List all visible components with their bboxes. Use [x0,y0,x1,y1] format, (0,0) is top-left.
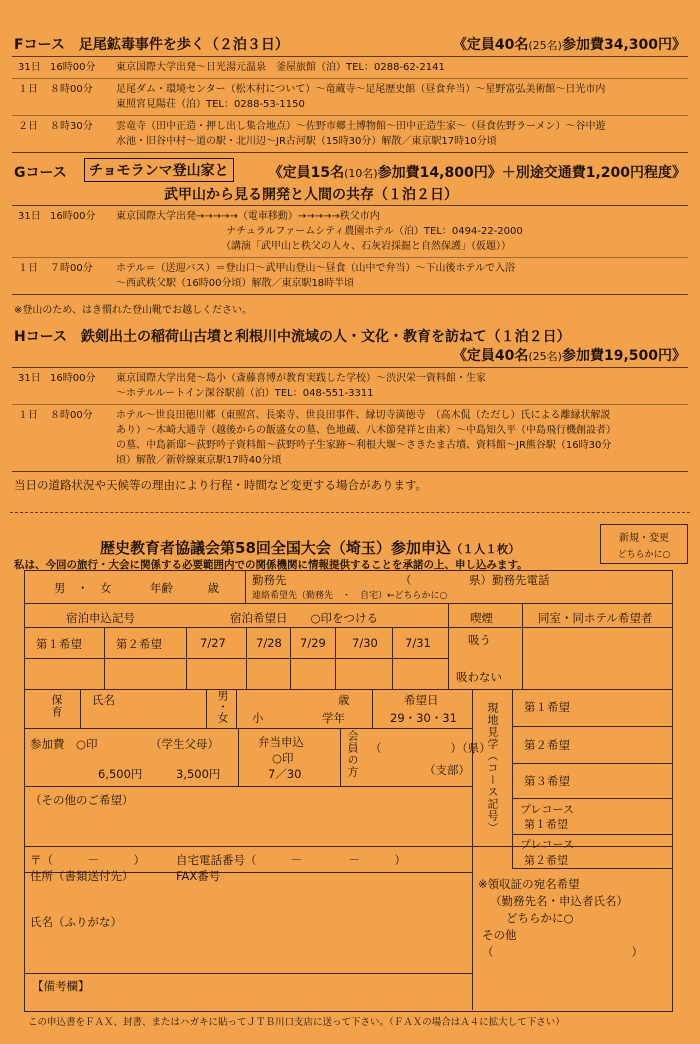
line [24,689,672,690]
child-school[interactable]: 小 [252,711,264,725]
childcare-label: 保育 [50,694,63,718]
date-option[interactable]: 7/27 [200,636,226,650]
fee-min: (25名) [528,39,562,52]
date-option[interactable]: 7/29 [300,636,326,650]
schedule-row [12,79,688,116]
home-phone-field[interactable]: 自宅電話番号（ － － ） [176,853,406,867]
sex-field[interactable]: 男 ・ 女 [54,581,112,595]
line [340,728,341,786]
line [512,846,513,868]
course-g-schedule [12,205,688,295]
bento-date[interactable]: 7／30 [268,767,302,781]
child-grade[interactable]: 学年 [322,711,345,725]
line [472,846,473,1010]
line [522,603,523,689]
precourse-choice-1[interactable]: 第１希望 [524,818,568,831]
line [236,689,237,728]
schedule-day: １日 [18,84,38,95]
receipt-hint: どちらかに○ [506,911,574,925]
line [512,868,672,869]
consent-text: 私は、今回の旅行・大会に関係する必要範囲内での関係機関に情報提供することを承諾の上、申し込みます。 [14,559,528,571]
child-name-field[interactable]: 氏名 [92,693,115,707]
line [104,627,105,689]
member-label: 会員の方 [346,730,359,778]
schedule-text: 足尾ダム・環境センター（松木村について）～竜蔵寺～足尾歴史館（昼食弁当）～星野富弘美術館～日光市内 東照宮見陽荘（泊）TEL：0288-53-1150 [116,84,606,110]
schedule-time: ７時00分 [50,263,93,274]
line [24,603,672,604]
smoking-header: 喫煙 [470,611,493,625]
schedule-day: ２日 [18,121,38,132]
line [512,689,513,846]
precourse-2-label: プレコース [520,838,575,851]
schedule-change-note: 当日の道路状況や天候等の理由により行程・時間など変更する場合があります。 [14,478,428,492]
schedule-text: 雲竜寺（田中正造・押し出し集合地点）～佐野市郷土博物館～田中正造生家～（昼食佐野ラーメン）～谷中遊 水池・旧谷中村～道の駅・北川辺～JR古河駅（15時30分）解散／東京駅17時10分頃 [116,121,606,147]
schedule-text: ホテル＝（送迎バス）＝登山口～武甲山登山～昼食（山中で弁当）～下山後ホテルで入浴 ～西武秩父駅（16時00分頃）解散／東京駅18時半頃 [116,263,515,289]
course-g-fee [269,162,686,182]
other-requests-field[interactable]: （その他のご希望） [30,793,134,807]
fee-min: (10名) [344,167,378,180]
line [335,627,336,689]
course-h-title: Hコース 鉄剣出土の稲荷山古墳と利根川中流域の人・文化・教育を訪ねて（１泊２日） [14,329,571,345]
schedule-day: 31日 [18,62,41,73]
fee-label: 参加費 ○印 [30,737,98,751]
schedule-text: 東京国際大学出発～日光湯元温泉 釜屋旅館（泊）TEL：0288-62-2141 [116,62,445,73]
receipt-title: ※領収証の宛名希望 [478,877,580,891]
receipt-other-label: その他 [482,928,517,942]
fee-capacity: 《定員15名 [268,165,345,181]
bento-label: 弁当申込 [258,735,304,749]
receipt-other-field[interactable]: （ ） [482,945,643,959]
line [80,689,81,728]
schedule-day: １日 [18,263,38,274]
fee-student-option[interactable]: 3,500円 [176,767,221,781]
contact-preference[interactable]: 連絡希望先（勤務先 ・ 自宅）←どちらかに○ [252,591,448,601]
member-branch-field[interactable]: （支部） [424,763,470,777]
date-option[interactable]: 7/30 [352,636,378,650]
precourse-1-label: プレコース [520,803,575,816]
line [206,689,207,728]
fieldtrip-choice-1[interactable]: 第１希望 [524,700,570,714]
line [245,570,246,603]
smoke-no-option[interactable]: 吸わない [456,670,502,684]
course-g-title: 武甲山から見る開発と人間の共存（１泊２日） [164,187,458,203]
name-furigana-field[interactable]: 氏名（ふりがな） [30,915,122,929]
course-g-title-box: チョモランマ登山家と [84,158,234,182]
line [472,689,473,846]
schedule-time: ８時00分 [50,84,93,95]
course-f-fee [453,34,686,54]
fax-field[interactable]: FAX番号 [176,869,221,883]
form-title [100,537,520,558]
new-change-box[interactable] [600,524,688,564]
precourse-choice-2[interactable]: 第２希望 [524,854,568,867]
schedule-time: 16時00分 [50,373,96,384]
course-g-note: ※登山のため、はき慣れた登山靴でお越しください。 [14,305,252,316]
desired-days-options[interactable]: 29・30・31 [390,711,457,725]
date-option[interactable]: 7/31 [405,636,431,650]
fee-capacity: 《定員40名 [452,37,529,53]
bento-mark[interactable]: ○印 [272,751,294,765]
member-prefecture-field[interactable]: （ ）（県） [370,741,491,755]
lodging-choice-2[interactable]: 第２希望 [116,637,162,651]
form-title-sub: （１人１枚） [450,542,520,556]
line [512,798,672,799]
age-field[interactable]: 年齢 歳 [150,581,219,595]
workplace-field[interactable]: 勤務先 [252,573,287,587]
new-change-label: 新規・変更 [619,533,669,544]
line [24,627,672,628]
lodging-code-header: 宿泊申込記号 [66,611,135,625]
child-sex-field[interactable]: 男・女 [216,690,229,723]
line [246,627,247,689]
desired-days-label: 希望日 [404,693,439,707]
roommate-header: 同室・同ホテル希望者 [538,611,653,625]
form-title-main: 歴史教育者協議会第58回全国大会（埼玉）参加申込 [100,539,451,557]
line [512,726,672,727]
schedule-text: 東京国際大学出発→→→→→（電車移動）→→→→→秩父市内 ナチュラルファームシティ農園ホテル（泊）TEL：0494-22-2000 （講演「武甲山と秩父の人々、石灰岩採掘と自然保護」（仮題）） [116,211,523,252]
smoke-yes-option[interactable]: 吸う [468,633,491,647]
schedule-row [12,57,688,79]
line [372,689,373,728]
workplace-phone-field[interactable]: （ 県）勤務先電話 [400,573,550,587]
schedule-time: 16時00分 [50,62,96,73]
schedule-time: 16時00分 [50,211,96,222]
schedule-row [12,116,688,152]
line [24,973,472,974]
child-age-field[interactable]: 歳 [338,693,350,707]
schedule-row [12,405,688,471]
line [24,846,672,847]
new-change-hint: どちらかに○ [617,550,671,560]
lodging-dates-header: 宿泊希望日 ○印をつける [230,611,379,625]
course-f-schedule [12,56,688,153]
course-h-fee [453,345,686,365]
form-footer: この申込書をＦＡＸ、封書、またはハガキに貼ってＪＴＢ川口支店に送って下さい。（ＦＡＸの場合はＡ４に拡大して下さい） [28,1017,565,1028]
fieldtrip-choice-2[interactable]: 第２希望 [524,738,570,752]
line [24,728,472,729]
line [186,627,187,689]
schedule-day: 31日 [18,211,41,222]
schedule-row [12,206,688,258]
fee-price: 参加費19,500円》 [561,348,686,364]
schedule-row [12,258,688,294]
line [448,603,449,689]
schedule-day: １日 [18,410,38,421]
line [392,627,393,689]
fee-price: 参加費34,300円》 [561,37,686,53]
postal-code-field[interactable]: 〒（ － ） [30,853,145,867]
lodging-choice-1[interactable]: 第１希望 [36,637,82,651]
schedule-text: 東京国際大学出発～島小（斎藤喜博が教育実践した学校）～渋沢栄一資料館・生家 ～ホテルルートイン深谷駅前（泊）TEL：048-551-3311 [116,373,486,399]
address-field[interactable]: 住所（書類送付先） [30,869,134,883]
cut-line [10,512,690,513]
line [238,728,239,786]
schedule-time: ８時00分 [50,410,93,421]
line [24,658,448,659]
schedule-text: ホテル～世良田徳川郷（東照宮、長楽寺、世良田事件、縁切寺満徳寺 （高木侃（ただし）氏による離縁状解説 あり）～木崎大通寺（越後からの飯盛女の墓、色地蔵、八木節発祥と由来）～中島知久平（中島飛行機創設者） の墓、中島新邸～荻野吟子資料館～荻野吟子生家跡～利根大堰～さきたま古墳、資料館～JR熊谷駅（16時30分 頃）解散／新幹線東京駅17時40分頃 [116,410,616,466]
fee-parent-label: （学生父母） [150,737,219,751]
fieldtrip-label: 現地見学（コース記号） [486,702,499,834]
fee-min: (25名) [528,350,562,363]
schedule-day: 31日 [18,373,41,384]
line [24,786,472,787]
schedule-row [12,368,688,405]
course-g-label: Gコース [14,165,67,181]
remarks-field[interactable]: 【備考欄】 [32,979,90,993]
fee-capacity: 《定員40名 [452,348,529,364]
receipt-options[interactable]: （勤務先名・申込者氏名） [490,894,628,908]
line [290,627,291,689]
fee-price: 参加費14,800円》＋別途交通費1,200円程度》 [377,165,686,181]
date-option[interactable]: 7/28 [256,636,282,650]
course-f-title: Fコース 足尾鉱毒事件を歩く（２泊３日） [14,37,289,53]
line [512,763,672,764]
schedule-time: ８時30分 [50,121,93,132]
fee-general-option[interactable]: 6,500円 [98,767,143,781]
line [512,834,672,835]
fieldtrip-choice-3[interactable]: 第３希望 [524,774,570,788]
course-h-schedule [12,367,688,472]
